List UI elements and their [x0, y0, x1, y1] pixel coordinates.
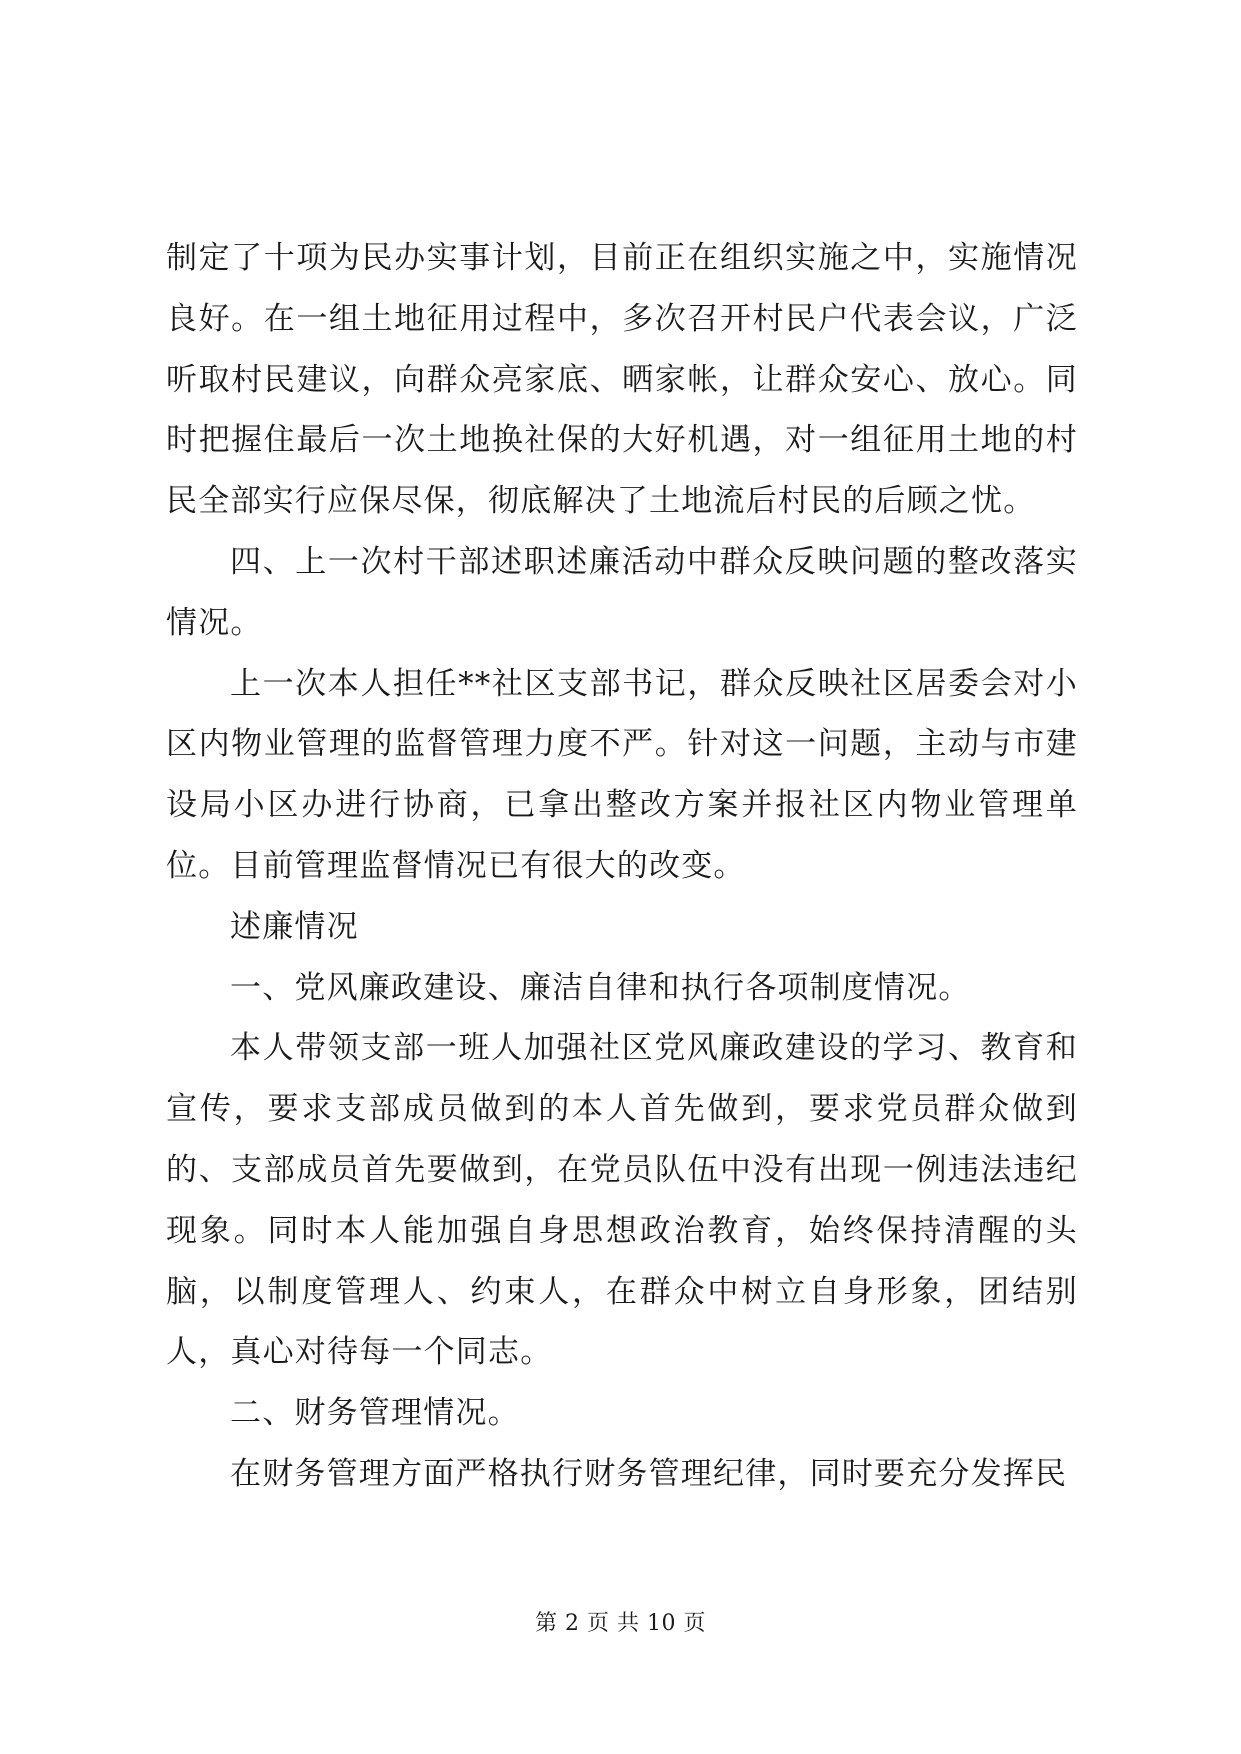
paragraph-3: 上一次本人担任**社区支部书记，群众反映社区居委会对小区内物业管理的监督管理力度不严。针对这一问题，主动与市建设局小区办进行协商，已拿出整改方案并报社区内物业管理单位。目前管理监督情况已有很大的改变。 [166, 665, 1078, 884]
paragraph-6: 本人带领支部一班人加强社区党风廉政建设的学习、教育和宣传，要求支部成员做到的本人首先做到，要求党员群众做到的、支部成员首先要做到，在党员队伍中没有出现一例违法违纪现象。同时本人能加强自身思想政治教育，始终保持清醒的头脑，以制度管理人、约束人，在群众中树立自身形象，团结别人，真心对待每一个同志。 [166, 1030, 1078, 1371]
paragraph-2: 四、上一次村干部述职述廉活动中群众反映问题的整改落实情况。 [166, 543, 1078, 641]
page-number-footer: 第 2 页 共 10 页 [535, 1611, 706, 1636]
document-body [166, 228, 1078, 1505]
paragraph-1: 制定了十项为民办实事计划，目前正在组织实施之中，实施情况良好。在一组土地征用过程中，多次召开村民户代表会议，广泛听取村民建议，向群众亮家底、晒家帐，让群众安心、放心。同时把握住最后一次土地换社保的大好机遇，对一组征用土地的村民全部实行应保尽保，彻底解决了土地流后村民的后顾之忧。 [166, 240, 1078, 520]
paragraph-7: 二、财务管理情况。 [230, 1395, 520, 1432]
paragraph-5: 一、党风廉政建设、廉洁自律和执行各项制度情况。 [230, 969, 971, 1006]
section-heading-shulian: 述廉情况 [230, 908, 359, 945]
paragraph-8: 在财务管理方面严格执行财务管理纪律，同时要充分发挥民 [230, 1455, 1068, 1492]
